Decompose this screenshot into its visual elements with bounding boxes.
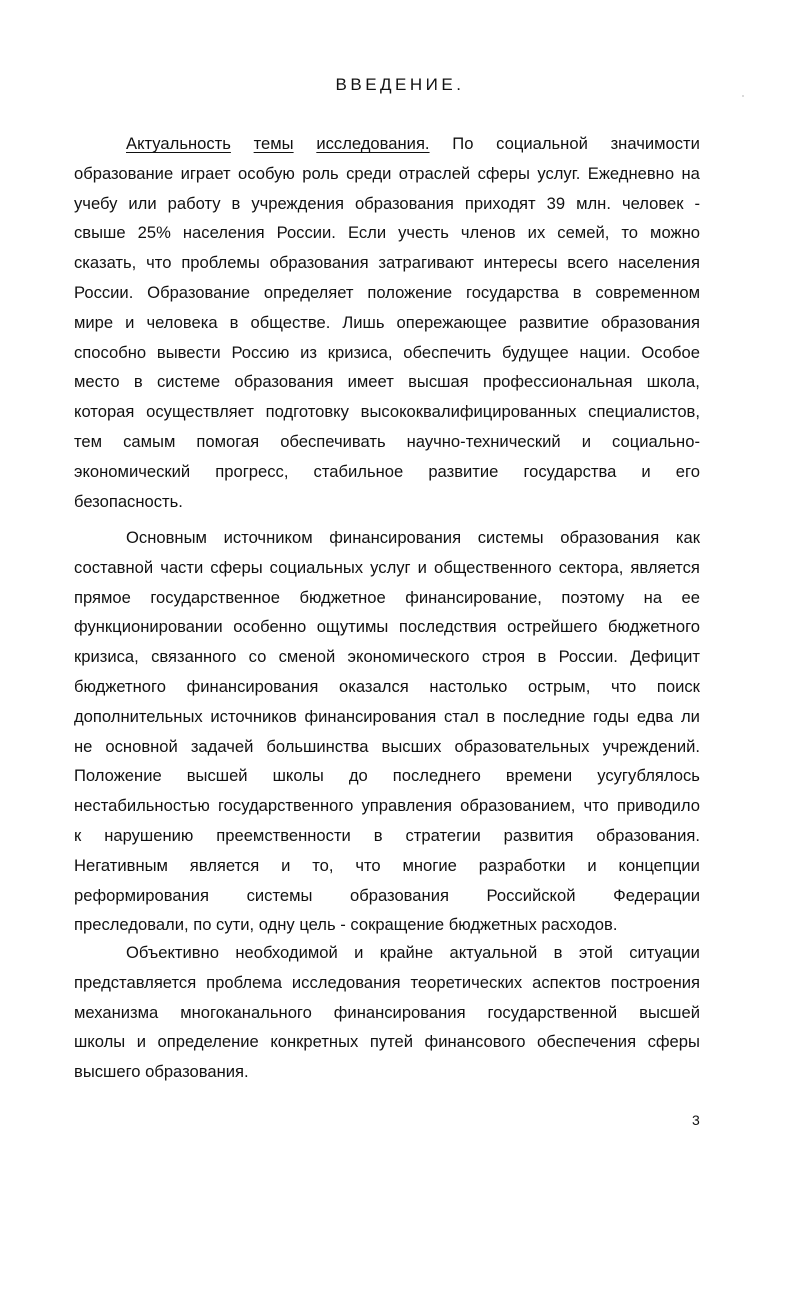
word: Федерации [613, 886, 700, 905]
word: экономический [74, 462, 191, 481]
text-line [74, 431, 700, 453]
word: по [193, 915, 212, 934]
text-line [74, 885, 700, 907]
word: связанного [151, 647, 237, 666]
text-line [74, 222, 700, 244]
word: как [675, 528, 700, 547]
word: кризиса, [327, 343, 393, 362]
word: школы [74, 1032, 126, 1051]
word: тем [74, 432, 103, 451]
word: сферы [477, 164, 530, 183]
word: развития [503, 826, 574, 845]
word: из [300, 343, 317, 362]
text-line [74, 736, 700, 758]
word: поиск [656, 677, 700, 696]
word: проблема [206, 973, 282, 992]
text-line [74, 342, 700, 364]
text-line [74, 765, 700, 787]
text-line [74, 676, 700, 698]
word: обеспечения [537, 1032, 637, 1051]
word: высшей [186, 766, 248, 785]
word: социальных [269, 558, 364, 577]
word: цель [299, 915, 336, 934]
word: которая [74, 402, 135, 421]
word: имеет [347, 372, 394, 391]
word: государственное [150, 588, 280, 607]
word: государственной [487, 1003, 618, 1022]
word: стал [444, 707, 479, 726]
word: особую [238, 164, 295, 183]
word: строя [481, 647, 526, 666]
text-line [74, 282, 700, 304]
word: является [630, 558, 700, 577]
word: ее [681, 588, 700, 607]
text-line [126, 942, 700, 964]
word: Объективно [126, 943, 219, 962]
text-line [74, 371, 700, 393]
word: государства [466, 283, 559, 302]
word: развитие [518, 313, 590, 332]
word: образования [354, 194, 454, 213]
word: интересы [483, 253, 558, 272]
word: актуальной [449, 943, 538, 962]
word: до [348, 766, 368, 785]
word: Российской [486, 886, 576, 905]
word: то, [312, 856, 334, 875]
word: не [74, 737, 93, 756]
word: - [694, 194, 700, 213]
word: темы [253, 134, 294, 153]
word: системы [246, 886, 313, 905]
word: одну [258, 915, 295, 934]
word: населения [618, 253, 700, 272]
word: России. [276, 223, 336, 242]
word: образования [234, 372, 334, 391]
word: человека [146, 313, 218, 332]
word: образования [601, 313, 700, 332]
word: поэтому [561, 588, 625, 607]
word: на [681, 164, 700, 183]
word: является [189, 856, 260, 875]
word: нации. [579, 343, 631, 362]
word: осуществляет [146, 402, 254, 421]
text-line [74, 825, 700, 847]
word: социальной [496, 134, 588, 153]
text-line [74, 491, 700, 513]
word: составной [74, 558, 154, 577]
word: на [643, 588, 663, 607]
word: образования [560, 528, 660, 547]
word: учреждений. [602, 737, 700, 756]
word: играет [180, 164, 231, 183]
word: управления [361, 796, 452, 815]
word: сферы [210, 558, 263, 577]
text-line [74, 193, 700, 215]
word: учебу [74, 194, 118, 213]
word: помогая [196, 432, 260, 451]
word: значимости [610, 134, 700, 153]
word: ситуации [629, 943, 700, 962]
word: путей [369, 1032, 414, 1051]
word: последствия [398, 617, 497, 636]
word: Образование [147, 283, 251, 302]
word: Дефицит [630, 647, 700, 666]
word: системы [477, 528, 544, 547]
word: системе [156, 372, 221, 391]
word: что [355, 856, 381, 875]
word: расходов. [541, 915, 618, 934]
word: Основным [126, 528, 207, 547]
text-line [74, 312, 700, 334]
word: последние [502, 707, 586, 726]
text-line [126, 527, 700, 549]
word: многие [402, 856, 457, 875]
word: свыше [74, 223, 126, 242]
word: острым, [528, 677, 591, 696]
word: преемственности [216, 826, 351, 845]
word: источником [223, 528, 313, 547]
word: опережающее [396, 313, 507, 332]
word: способно [74, 343, 147, 362]
text-line [74, 1002, 700, 1024]
word: и [587, 856, 597, 875]
word: 39 [546, 194, 566, 213]
word: задачей [190, 737, 254, 756]
word: и [281, 856, 291, 875]
word: среди [346, 164, 392, 183]
word: в [572, 283, 582, 302]
word: образования [350, 886, 449, 905]
word: подготовку [265, 402, 349, 421]
word: высших [381, 737, 442, 756]
word: обществе. [250, 313, 331, 332]
word: самым [123, 432, 176, 451]
word: сменой [278, 647, 336, 666]
word: в [231, 194, 241, 213]
word: к [74, 826, 82, 845]
word: Особое [641, 343, 700, 362]
word: или [128, 194, 157, 213]
word: По [452, 134, 474, 153]
word: финансирования [304, 707, 437, 726]
text-line [74, 557, 700, 579]
word: образования [269, 253, 369, 272]
word: в [553, 943, 563, 962]
word: сектора, [558, 558, 624, 577]
word: функционировании [74, 617, 223, 636]
word: высококвалифицированных [360, 402, 577, 421]
word: в [133, 372, 143, 391]
word: сферы [647, 1032, 700, 1051]
text-line [74, 914, 700, 936]
word: дополнительных [74, 707, 203, 726]
word: образования. [145, 1062, 249, 1081]
word: высшая [408, 372, 469, 391]
word: и [136, 1032, 147, 1051]
word: Актуальность [126, 134, 231, 153]
word: представляется [74, 973, 197, 992]
word: бюджетного [608, 617, 700, 636]
text-line [74, 616, 700, 638]
page-number: 3 [692, 1112, 700, 1128]
word: человек [621, 194, 684, 213]
word: Россию [231, 343, 290, 362]
word: школы [272, 766, 324, 785]
word: концепции [618, 856, 700, 875]
word: России. [74, 283, 134, 302]
word: что [610, 677, 637, 696]
word: вывести [156, 343, 221, 362]
word: отраслей [398, 164, 471, 183]
word: прогресс, [215, 462, 289, 481]
word: положение [367, 283, 453, 302]
word: стабильное [313, 462, 404, 481]
word: настолько [429, 677, 508, 696]
word: финансового [424, 1032, 526, 1051]
word: Если [347, 223, 387, 242]
word: определяет [263, 283, 354, 302]
word: разработки [478, 856, 566, 875]
word: социально- [612, 432, 700, 451]
text-line [74, 855, 700, 877]
word: млн. [576, 194, 611, 213]
word: реформирования [74, 886, 209, 905]
word: услуг [370, 558, 411, 577]
word: кризиса, [74, 647, 139, 666]
word: едва [636, 707, 674, 726]
text-line [126, 133, 700, 155]
word: финансирование, [405, 588, 542, 607]
word: Негативным [74, 856, 168, 875]
word: развитие [428, 462, 499, 481]
word: России. [558, 647, 618, 666]
word: высшего [74, 1062, 141, 1081]
word: роль [302, 164, 339, 183]
page-title: ВВЕДЕНИЕ. [335, 75, 465, 94]
word: и [417, 558, 427, 577]
word: определение [157, 1032, 259, 1051]
word: многоканального [180, 1003, 312, 1022]
text-line [74, 163, 700, 185]
word: построения [610, 973, 700, 992]
word: финансирования [186, 677, 319, 696]
text-line [74, 401, 700, 423]
word: механизма [74, 1003, 159, 1022]
word: большинства [266, 737, 369, 756]
word: обеспечить [403, 343, 492, 362]
word: что [146, 253, 172, 272]
word: острейшего [507, 617, 598, 636]
word: семей, [557, 223, 610, 242]
word: учесть [398, 223, 449, 242]
word: нарушению [104, 826, 194, 845]
word: особенно [233, 617, 307, 636]
word: ощутимы [316, 617, 389, 636]
word: приходят [464, 194, 536, 213]
word: в [537, 647, 547, 666]
word: в [229, 313, 239, 332]
word: преследовали, [74, 915, 189, 934]
word: времени [505, 766, 573, 785]
word: профессиональная [482, 372, 633, 391]
word: Ежедневно [587, 164, 675, 183]
word: аспектов [532, 973, 601, 992]
text-line [74, 252, 700, 274]
word: безопасность. [74, 492, 183, 511]
word: будущее [501, 343, 569, 362]
word: можно [650, 223, 700, 242]
text-line [74, 972, 700, 994]
word: бюджетного [74, 677, 166, 696]
word: мире [74, 313, 114, 332]
word: приводило [616, 796, 700, 815]
word: исследования. [316, 134, 430, 153]
word: учреждения [251, 194, 344, 213]
text-line [74, 795, 700, 817]
word: то [621, 223, 639, 242]
word: источников [210, 707, 297, 726]
word: годы [592, 707, 630, 726]
word: государственного [217, 796, 354, 815]
word: в [486, 707, 496, 726]
word: бюджетных [448, 915, 537, 934]
text-line [74, 1031, 700, 1053]
word: проблемы [181, 253, 260, 272]
word: школа, [646, 372, 700, 391]
word: основной [105, 737, 178, 756]
word: исследования [291, 973, 401, 992]
word: 25% [137, 223, 171, 242]
word: стратегии [405, 826, 481, 845]
text-line [74, 706, 700, 728]
word: образования. [596, 826, 700, 845]
word: что [583, 796, 609, 815]
word: необходимой [235, 943, 338, 962]
word: Положение [74, 766, 162, 785]
word: их [527, 223, 546, 242]
word: нестабильностью [74, 796, 210, 815]
word: и [354, 943, 364, 962]
word: общественного [433, 558, 552, 577]
word: сокращение [350, 915, 445, 934]
word: всего [567, 253, 609, 272]
word: сути, [216, 915, 255, 934]
word: усугублялось [597, 766, 700, 785]
word: со [248, 647, 267, 666]
word: и [581, 432, 591, 451]
word: высшей [639, 1003, 700, 1022]
word: оказался [339, 677, 409, 696]
word: финансирования [329, 528, 462, 547]
word: затрагивают [378, 253, 474, 272]
text-line [74, 1061, 700, 1083]
word: его [675, 462, 700, 481]
word: финансирования [333, 1003, 466, 1022]
word: сказать, [74, 253, 137, 272]
word: образование [74, 164, 174, 183]
word: теоретических [410, 973, 523, 992]
word: крайне [379, 943, 434, 962]
word: в [373, 826, 383, 845]
word: конкретных [270, 1032, 359, 1051]
word: - [340, 915, 346, 934]
word: и [125, 313, 135, 332]
word: обеспечивать [280, 432, 386, 451]
text-line [74, 646, 700, 668]
word: прямое [74, 588, 131, 607]
word: работу [167, 194, 221, 213]
word: и [641, 462, 651, 481]
word: современном [595, 283, 700, 302]
word: специалистов, [588, 402, 700, 421]
word: услуг. [537, 164, 581, 183]
scan-speck [742, 95, 744, 97]
word: Лишь [342, 313, 385, 332]
text-line [74, 587, 700, 609]
word: образованием, [460, 796, 576, 815]
word: части [160, 558, 204, 577]
word: образовательных [454, 737, 590, 756]
word: ли [680, 707, 700, 726]
word: место [74, 372, 120, 391]
word: последнего [392, 766, 481, 785]
word: научно-технический [406, 432, 561, 451]
word: экономического [347, 647, 470, 666]
word: государства [523, 462, 617, 481]
word: членов [460, 223, 516, 242]
word: бюджетное [299, 588, 386, 607]
word: населения [182, 223, 265, 242]
word: этой [578, 943, 613, 962]
text-line [74, 461, 700, 483]
